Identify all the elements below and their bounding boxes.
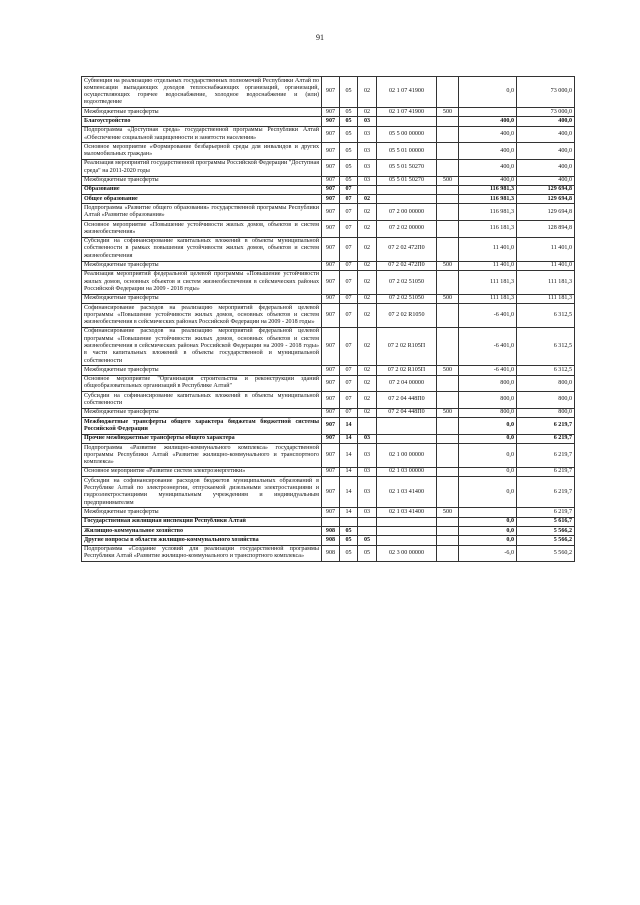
cell-amount-total: 400,0 [517, 126, 575, 143]
cell-amount-change [459, 508, 517, 517]
cell-subsection: 02 [358, 392, 377, 409]
cell-expense-type [437, 304, 459, 328]
cell-target-article: 07 2 02 00000 [377, 221, 437, 238]
cell-amount-change: 800,0 [459, 375, 517, 392]
cell-amount-total: 5 560,2 [517, 545, 575, 562]
cell-name: Другие вопросы в области жилищно-коммунального хозяйства [82, 536, 322, 545]
cell-target-article: 02 1 03 41400 [377, 508, 437, 517]
cell-expense-type [437, 159, 459, 176]
cell-section: 07 [340, 261, 358, 270]
cell-expense-type [437, 418, 459, 435]
cell-section: 07 [340, 327, 358, 365]
cell-section: 07 [340, 185, 358, 194]
cell-subsection: 03 [358, 126, 377, 143]
cell-ministry-code: 907 [322, 327, 340, 365]
cell-expense-type [437, 392, 459, 409]
cell-name: Прочие межбюджетные трансферты общего характера [82, 434, 322, 443]
table-row [82, 261, 575, 270]
cell-ministry-code: 907 [322, 304, 340, 328]
cell-name: Субвенция на реализацию отдельных государственных полномочий Республики Алтай по компенсации выпадающих доходов теплоснабжающих организаций, организаций, осуществляющих горячее водоснабжение, холодное водоснабжение и (или) водоотведение [82, 77, 322, 108]
cell-ministry-code: 907 [322, 159, 340, 176]
cell-expense-type: 500 [437, 366, 459, 375]
cell-section: 07 [340, 408, 358, 417]
cell-target-article: 07 2 02 51050 [377, 270, 437, 294]
budget-table [81, 76, 575, 562]
cell-section: 05 [340, 126, 358, 143]
cell-ministry-code: 907 [322, 204, 340, 221]
cell-target-article [377, 117, 437, 126]
table-row [82, 117, 575, 126]
cell-name: Благоустройство [82, 117, 322, 126]
cell-amount-change [459, 108, 517, 117]
cell-section: 14 [340, 434, 358, 443]
cell-section: 07 [340, 366, 358, 375]
cell-ministry-code: 907 [322, 477, 340, 508]
cell-ministry-code: 907 [322, 294, 340, 303]
cell-expense-type [437, 444, 459, 468]
cell-target-article: 05 5 01 00000 [377, 143, 437, 160]
cell-expense-type [437, 195, 459, 204]
cell-subsection: 02 [358, 237, 377, 261]
cell-amount-change: 116 981,3 [459, 185, 517, 194]
cell-section: 14 [340, 467, 358, 476]
cell-ministry-code: 908 [322, 527, 340, 536]
cell-amount-total: 6 219,7 [517, 508, 575, 517]
cell-subsection: 02 [358, 195, 377, 204]
cell-target-article [377, 195, 437, 204]
cell-amount-change: 0,0 [459, 444, 517, 468]
cell-ministry-code: 907 [322, 117, 340, 126]
cell-section: 07 [340, 195, 358, 204]
cell-target-article: 07 2 02 R105П [377, 366, 437, 375]
cell-ministry-code: 907 [322, 508, 340, 517]
cell-subsection: 03 [358, 117, 377, 126]
table-row [82, 366, 575, 375]
cell-target-article: 05 5 01 50270 [377, 176, 437, 185]
table-row [82, 304, 575, 328]
cell-ministry-code: 908 [322, 545, 340, 562]
cell-amount-total: 111 181,3 [517, 270, 575, 294]
table-row [82, 195, 575, 204]
cell-amount-total: 6 219,7 [517, 418, 575, 435]
cell-subsection: 03 [358, 477, 377, 508]
cell-amount-change: 400,0 [459, 117, 517, 126]
cell-name: Субсидии на софинансирование капитальных вложений в объекты муниципальной собственности [82, 392, 322, 409]
cell-target-article: 02 3 00 00000 [377, 545, 437, 562]
cell-amount-total: 400,0 [517, 159, 575, 176]
table-row [82, 221, 575, 238]
table-row [82, 375, 575, 392]
table-row [82, 185, 575, 194]
table-row [82, 467, 575, 476]
cell-target-article: 05 5 00 00000 [377, 126, 437, 143]
cell-expense-type: 500 [437, 176, 459, 185]
cell-amount-change: 11 401,0 [459, 237, 517, 261]
table-row [82, 237, 575, 261]
cell-expense-type [437, 204, 459, 221]
cell-target-article: 07 2 04 448П0 [377, 408, 437, 417]
cell-name: Межбюджетные трансферты [82, 176, 322, 185]
cell-amount-change: 111 181,3 [459, 270, 517, 294]
cell-name: Субсидии на софинансирование капитальных вложений в объекты муниципальной собственности в рамках повышения устойчивости жилых домов, объектов и систем жизнеобеспечения [82, 237, 322, 261]
cell-subsection: 03 [358, 176, 377, 185]
cell-amount-change: -6,0 [459, 545, 517, 562]
cell-amount-change: 0,0 [459, 77, 517, 108]
cell-name: Межбюджетные трансферты общего характера бюджетам бюджетной системы Российской Федерации [82, 418, 322, 435]
cell-amount-total: 400,0 [517, 117, 575, 126]
cell-expense-type: 500 [437, 408, 459, 417]
cell-expense-type [437, 221, 459, 238]
table-row [82, 270, 575, 294]
cell-ministry-code: 907 [322, 418, 340, 435]
cell-subsection: 02 [358, 77, 377, 108]
cell-subsection: 02 [358, 270, 377, 294]
cell-name: Образование [82, 185, 322, 194]
cell-name: Подпрограмма «Создание условий для реализации государственной программы Республики Алтай «Развитие жилищно-коммунального и транспортного комплекса» [82, 545, 322, 562]
cell-name: Государственная жилищная инспекция Республики Алтай [82, 517, 322, 526]
cell-section: 07 [340, 221, 358, 238]
cell-target-article [377, 517, 437, 526]
cell-ministry-code: 907 [322, 408, 340, 417]
table-row [82, 176, 575, 185]
cell-section: 14 [340, 444, 358, 468]
cell-expense-type: 500 [437, 508, 459, 517]
cell-subsection [358, 517, 377, 526]
cell-amount-change: 11 401,0 [459, 261, 517, 270]
cell-amount-change: -6 401,0 [459, 366, 517, 375]
cell-target-article: 07 2 02 472П0 [377, 261, 437, 270]
cell-section: 05 [340, 117, 358, 126]
cell-amount-total: 800,0 [517, 408, 575, 417]
cell-amount-total: 6 219,7 [517, 434, 575, 443]
cell-section: 07 [340, 237, 358, 261]
cell-subsection [358, 185, 377, 194]
cell-target-article [377, 536, 437, 545]
cell-amount-change: -6 401,0 [459, 327, 517, 365]
cell-target-article: 07 2 02 R105П [377, 327, 437, 365]
cell-section: 07 [340, 375, 358, 392]
cell-subsection: 02 [358, 408, 377, 417]
cell-section: 07 [340, 392, 358, 409]
cell-section [340, 517, 358, 526]
cell-subsection: 03 [358, 434, 377, 443]
cell-ministry-code: 907 [322, 185, 340, 194]
cell-target-article: 07 2 00 00000 [377, 204, 437, 221]
cell-amount-total: 5 566,2 [517, 527, 575, 536]
cell-name: Основное мероприятие «Повышение устойчивости жилых домов, объектов и систем жизнеобеспечения» [82, 221, 322, 238]
cell-expense-type: 500 [437, 108, 459, 117]
table-row [82, 108, 575, 117]
cell-amount-total: 111 181,3 [517, 294, 575, 303]
cell-name: Основное мероприятие «Формирование безбарьерной среды для инвалидов и других маломобильных граждан» [82, 143, 322, 160]
cell-subsection [358, 418, 377, 435]
cell-ministry-code: 907 [322, 270, 340, 294]
page-number: 91 [316, 33, 324, 42]
cell-amount-change: 0,0 [459, 536, 517, 545]
table-row [82, 527, 575, 536]
cell-subsection: 02 [358, 304, 377, 328]
table-row [82, 444, 575, 468]
cell-amount-change: 400,0 [459, 176, 517, 185]
cell-name: Софинансирование расходов на реализацию мероприятий федеральной целевой программы «Повышение устойчивости жилых домов, основных объектов и систем жизнеобеспечения в сейсмических районах Российской Федерации на 2009 - 2018 годы» [82, 304, 322, 328]
cell-ministry-code: 907 [322, 444, 340, 468]
cell-subsection: 03 [358, 444, 377, 468]
cell-amount-total: 73 000,0 [517, 108, 575, 117]
cell-expense-type [437, 185, 459, 194]
cell-section: 07 [340, 204, 358, 221]
cell-name: Межбюджетные трансферты [82, 108, 322, 117]
cell-ministry-code: 907 [322, 237, 340, 261]
cell-target-article: 07 2 02 472П0 [377, 237, 437, 261]
cell-subsection: 03 [358, 143, 377, 160]
cell-subsection: 03 [358, 159, 377, 176]
cell-amount-total: 73 000,0 [517, 77, 575, 108]
cell-subsection: 05 [358, 536, 377, 545]
cell-ministry-code [322, 517, 340, 526]
cell-name: Подпрограмма «Развитие жилищно-коммунального комплекса» государственной программы Республики Алтай «Развитие жилищно-коммунального и транспортного комплекса» [82, 444, 322, 468]
cell-name: Общее образование [82, 195, 322, 204]
cell-expense-type [437, 77, 459, 108]
cell-section: 05 [340, 108, 358, 117]
table-row [82, 143, 575, 160]
cell-name: Межбюджетные трансферты [82, 508, 322, 517]
cell-amount-change: 0,0 [459, 467, 517, 476]
cell-expense-type [437, 536, 459, 545]
cell-amount-change: 116 181,3 [459, 221, 517, 238]
cell-expense-type [437, 143, 459, 160]
cell-amount-change: 111 181,3 [459, 294, 517, 303]
cell-ministry-code: 907 [322, 375, 340, 392]
table-row [82, 327, 575, 365]
table-row [82, 392, 575, 409]
cell-ministry-code: 908 [322, 536, 340, 545]
cell-amount-total: 6 312,5 [517, 304, 575, 328]
cell-name: Подпрограмма «Доступная среда» государственной программы Республики Алтай «Обеспечение социальной защищенности и занятости населения» [82, 126, 322, 143]
cell-target-article [377, 527, 437, 536]
cell-amount-total: 6 312,5 [517, 327, 575, 365]
cell-section: 07 [340, 294, 358, 303]
cell-amount-change: 400,0 [459, 159, 517, 176]
cell-target-article: 02 1 00 00000 [377, 444, 437, 468]
table-row [82, 517, 575, 526]
table-row [82, 508, 575, 517]
table-row [82, 477, 575, 508]
cell-amount-total: 6 219,7 [517, 467, 575, 476]
cell-amount-total: 6 312,5 [517, 366, 575, 375]
cell-subsection: 03 [358, 467, 377, 476]
cell-ministry-code: 907 [322, 467, 340, 476]
cell-ministry-code: 907 [322, 366, 340, 375]
cell-target-article: 02 1 03 00000 [377, 467, 437, 476]
table-row [82, 418, 575, 435]
cell-ministry-code: 907 [322, 126, 340, 143]
cell-amount-total: 800,0 [517, 392, 575, 409]
table-row [82, 204, 575, 221]
cell-target-article: 02 1 07 41900 [377, 108, 437, 117]
cell-amount-change: 0,0 [459, 418, 517, 435]
cell-subsection: 02 [358, 221, 377, 238]
cell-amount-total: 129 694,8 [517, 195, 575, 204]
cell-section: 14 [340, 477, 358, 508]
cell-section: 14 [340, 508, 358, 517]
cell-target-article: 07 2 02 R1050 [377, 304, 437, 328]
cell-amount-total: 129 694,8 [517, 204, 575, 221]
cell-name: Субсидии на софинансирование расходов бюджетов муниципальных образований в Республике Алтай по электроэнергии, отпускаемой дизельными электростанциями и гидроэлектростанциями муниципальным учреждениям и индивидуальным предпринимателям [82, 477, 322, 508]
cell-subsection: 02 [358, 327, 377, 365]
cell-ministry-code: 907 [322, 221, 340, 238]
table-row [82, 159, 575, 176]
cell-ministry-code: 907 [322, 195, 340, 204]
cell-target-article [377, 434, 437, 443]
cell-expense-type [437, 434, 459, 443]
cell-expense-type [437, 126, 459, 143]
table-row [82, 545, 575, 562]
table-row [82, 408, 575, 417]
cell-amount-total: 129 694,8 [517, 185, 575, 194]
cell-subsection: 02 [358, 294, 377, 303]
cell-expense-type [437, 327, 459, 365]
cell-name: Софинансирование расходов на реализацию мероприятий федеральной целевой программы «Повышение устойчивости жилых домов, основных объектов и систем жизнеобеспечения в сейсмических районах Российской Федерации на 2009 - 2018 годы» в части капитальных вложений в объекты государственной и муниципальной собственности [82, 327, 322, 365]
cell-expense-type [437, 467, 459, 476]
table-row [82, 434, 575, 443]
cell-expense-type [437, 527, 459, 536]
cell-subsection: 02 [358, 375, 377, 392]
cell-target-article: 07 2 04 448П0 [377, 392, 437, 409]
cell-name: Подпрограмма «Развитие общего образования» государственной программы Республики Алтай «Развитие образования» [82, 204, 322, 221]
cell-section: 05 [340, 176, 358, 185]
cell-amount-change: 0,0 [459, 434, 517, 443]
cell-expense-type [437, 270, 459, 294]
cell-subsection: 05 [358, 545, 377, 562]
cell-amount-change: 116 981,3 [459, 195, 517, 204]
cell-section: 07 [340, 304, 358, 328]
cell-amount-change: 0,0 [459, 477, 517, 508]
cell-amount-total: 5 616,7 [517, 517, 575, 526]
cell-expense-type: 500 [437, 261, 459, 270]
cell-subsection: 03 [358, 508, 377, 517]
cell-ministry-code: 907 [322, 434, 340, 443]
cell-name: Межбюджетные трансферты [82, 408, 322, 417]
cell-target-article: 05 5 01 50270 [377, 159, 437, 176]
cell-name: Реализация мероприятий федеральной целевой программы «Повышение устойчивости жилых домов, основных объектов и систем жизнеобеспечения в сейсмических районах Российской Федерации на 2009 - 2018 годы» [82, 270, 322, 294]
cell-amount-change: 800,0 [459, 408, 517, 417]
cell-subsection [358, 527, 377, 536]
cell-amount-total: 800,0 [517, 375, 575, 392]
cell-amount-change: 800,0 [459, 392, 517, 409]
cell-target-article: 07 2 02 51050 [377, 294, 437, 303]
cell-amount-change: 0,0 [459, 527, 517, 536]
cell-expense-type [437, 517, 459, 526]
cell-expense-type [437, 237, 459, 261]
cell-amount-change: 116 981,3 [459, 204, 517, 221]
table-row [82, 294, 575, 303]
cell-amount-change: 400,0 [459, 126, 517, 143]
cell-amount-total: 11 401,0 [517, 237, 575, 261]
cell-amount-total: 128 894,8 [517, 221, 575, 238]
cell-amount-total: 6 219,7 [517, 444, 575, 468]
table-row [82, 536, 575, 545]
cell-target-article: 07 2 04 00000 [377, 375, 437, 392]
cell-expense-type: 500 [437, 294, 459, 303]
cell-section: 07 [340, 270, 358, 294]
cell-target-article: 02 1 03 41400 [377, 477, 437, 508]
cell-ministry-code: 907 [322, 392, 340, 409]
cell-section: 05 [340, 143, 358, 160]
cell-subsection: 02 [358, 366, 377, 375]
cell-section: 05 [340, 536, 358, 545]
cell-section: 05 [340, 527, 358, 536]
cell-name: Реализация мероприятий государственной программы Российской Федерации "Доступная среда" на 2011-2020 годы [82, 159, 322, 176]
cell-subsection: 02 [358, 108, 377, 117]
cell-name: Основное мероприятие "Организация строительства и реконструкции зданий общеобразовательных организаций в Республике Алтай" [82, 375, 322, 392]
cell-amount-change: 400,0 [459, 143, 517, 160]
cell-amount-change: -6 401,0 [459, 304, 517, 328]
cell-amount-change: 0,0 [459, 517, 517, 526]
cell-name: Межбюджетные трансферты [82, 261, 322, 270]
cell-name: Межбюджетные трансферты [82, 294, 322, 303]
cell-section: 05 [340, 77, 358, 108]
cell-section: 14 [340, 418, 358, 435]
cell-ministry-code: 907 [322, 176, 340, 185]
table-row [82, 77, 575, 108]
cell-ministry-code: 907 [322, 108, 340, 117]
cell-ministry-code: 907 [322, 261, 340, 270]
cell-section: 05 [340, 159, 358, 176]
cell-expense-type [437, 375, 459, 392]
cell-expense-type [437, 545, 459, 562]
cell-name: Жилищно-коммунальное хозяйство [82, 527, 322, 536]
cell-name: Основное мероприятие «Развитие систем электроэнергетики» [82, 467, 322, 476]
cell-section: 05 [340, 545, 358, 562]
cell-expense-type [437, 117, 459, 126]
cell-amount-total: 6 219,7 [517, 477, 575, 508]
table-row [82, 126, 575, 143]
cell-amount-total: 5 566,2 [517, 536, 575, 545]
cell-amount-total: 400,0 [517, 176, 575, 185]
cell-expense-type [437, 477, 459, 508]
cell-target-article: 02 1 07 41900 [377, 77, 437, 108]
cell-ministry-code: 907 [322, 143, 340, 160]
cell-target-article [377, 418, 437, 435]
cell-target-article [377, 185, 437, 194]
cell-ministry-code: 907 [322, 77, 340, 108]
cell-subsection: 02 [358, 204, 377, 221]
cell-name: Межбюджетные трансферты [82, 366, 322, 375]
cell-amount-total: 11 401,0 [517, 261, 575, 270]
cell-subsection: 02 [358, 261, 377, 270]
cell-amount-total: 400,0 [517, 143, 575, 160]
